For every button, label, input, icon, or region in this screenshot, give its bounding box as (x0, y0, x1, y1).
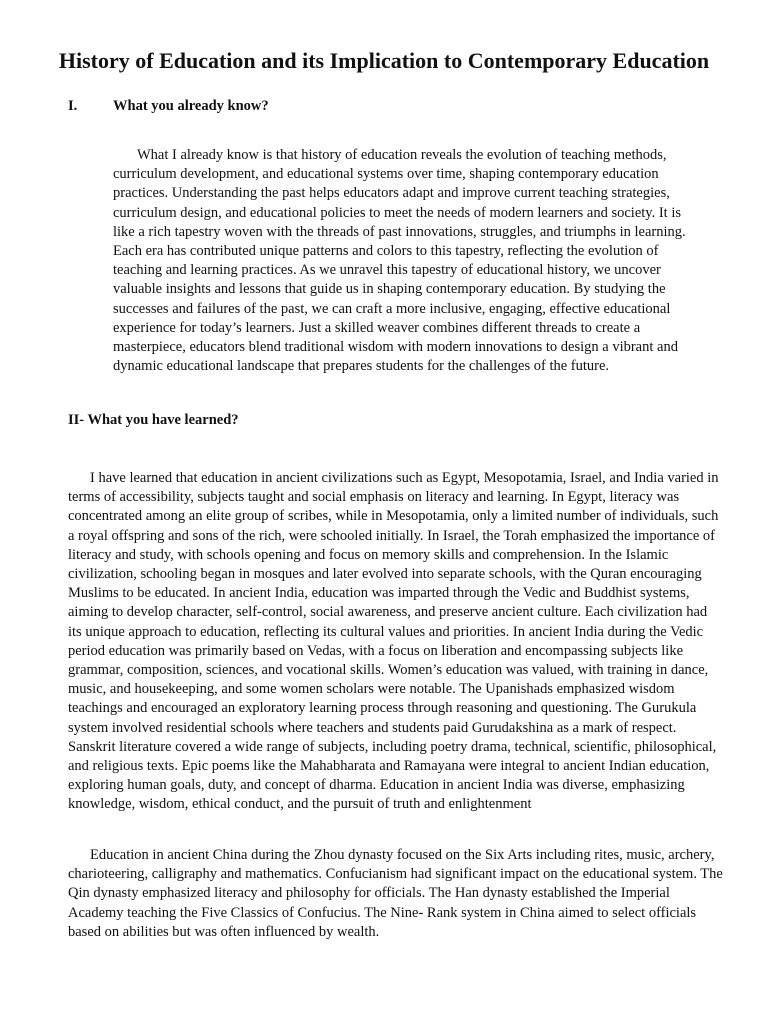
section-2-paragraph-1: I have learned that education in ancient civilizations such as Egypt, Mesopotamia, Israel, and India varied in terms of accessibility, subjects taught and social emphasis on literacy and learning. In Egypt, literacy was concentrated among an elite group of scribes, while in Mesopotamia, only a limited number of individuals, such a royal offspring and sons of the rich, were schooled initially. In Israel, the Torah emphasized the importance of literacy and study, with schools opening and focus on memory skills and comprehension. In the Islamic civilization, schooling began in mosques and later evolved into separate schools, with the Quran encouraging Muslims to be educated. In ancient India, education was imparted through the Vedic and Buddhist systems, aiming to develop character, self-control, social awareness, and preserve ancient culture. Each civilization had its unique approach to education, reflecting its cultural values and priorities. In ancient India during the Vedic period education was primarily based on Vedas, with a focus on liberation and encompassing subjects like grammar, composition, sciences, and vocational skills. Women’s education was valued, with training in dance, music, and housekeeping, and some women scholars were notable. The Upanishads emphasized wisdom teachings and encouraged an exploratory learning process through reasoning and questioning. The Gurukula system involved residential schools where teachers and students paid Gurudakshina as a mark of respect. Sanskrit literature covered a wide range of subjects, including poetry drama, technical, scientific, philosophical, and religious texts. Epic poems like the Mahabharata and Ramayana were integral to ancient Indian education, exploring human goals, duty, and concept of dharma. Education in ancient India was diverse, emphasizing knowledge, wisdom, ethical conduct, and the pursuit of truth and enlightenment (68, 470, 719, 813)
section-1-heading (68, 96, 269, 116)
document-title: History of Education and its Implication to Contemporary Education (58, 48, 710, 73)
section-1-paragraph: What I already know is that history of education reveals the evolution of teaching methods, curriculum development, and educational systems over time, shaping contemporary education practices. Understanding the past helps educators adapt and improve current teaching strategies, curriculum design, and educational policies to meet the needs of modern learners and society. It is like a rich tapestry woven with the threads of past innovations, struggles, and triumphs in learning. Each era has contributed unique patterns and colors to this tapestry, reflecting the evolution of teaching and learning practices. As we unravel this tapestry of educational history, we uncover valuable insights and lessons that guide us in shaping contemporary education. By studying the successes and failures of the past, we can craft a more inclusive, engaging, effective educational experience for today’s learners. Just a skilled weaver combines different threads to create a masterpiece, educators blend traditional wisdom with modern innovations to design a vibrant and dynamic educational landscape that prepares students for the challenges of the future. (113, 147, 686, 375)
section-2-heading: II- What you have learned? (68, 412, 239, 428)
section-1-heading-text: What you already know? (113, 98, 269, 114)
section-2-paragraph-2: Education in ancient China during the Zhou dynasty focused on the Six Arts including rites, music, archery, charioteering, calligraphy and mathematics. Confucianism had significant impact on the educational system. The Qin dynasty emphasized literacy and philosophy for officials. The Han dynasty established the Imperial Academy teaching the Five Classics of Confucius. The Nine- Rank system in China aimed to select officials based on abilities but was often influenced by wealth. (68, 847, 723, 940)
section-1-number: I. (68, 98, 78, 114)
